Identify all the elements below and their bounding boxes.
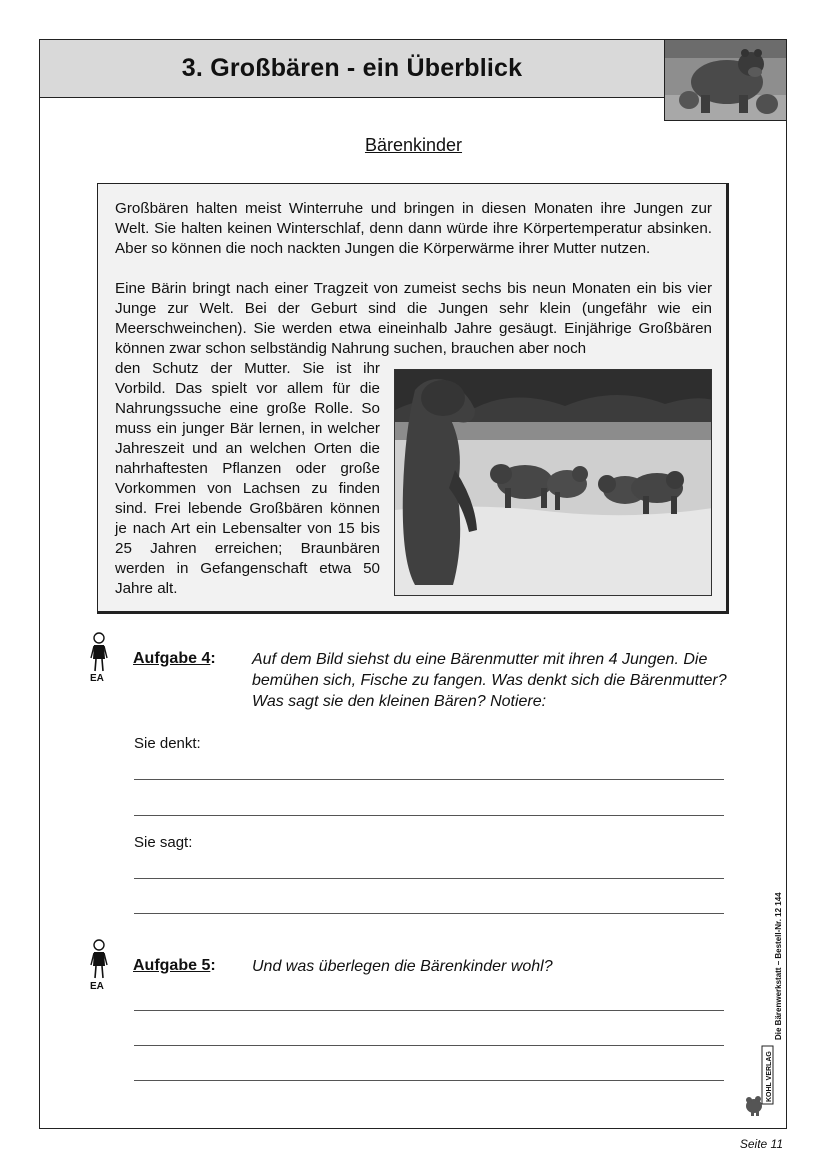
page-number: Seite 11 xyxy=(739,1137,783,1151)
answer-line[interactable] xyxy=(134,815,724,816)
publisher-logo xyxy=(742,1044,778,1118)
header-bear-photo xyxy=(664,39,787,121)
section-subtitle: Bärenkinder xyxy=(364,135,463,155)
task4-label: Aufgabe 4: xyxy=(133,650,216,667)
task5-mode-label: EA xyxy=(90,981,104,992)
paragraph-2: Eine Bärin bringt nach einer Tragzeit von zumeist sechs bis neun Monaten ein bis vier Junge zur Welt. Bei der Geburt sind die Jungen sehr klein (ungefähr wie ein Meerschweinchen). Sie werden etwa eineinhalb Jahre gesäugt. Einjährige Großbären können zwar schon selbständig Nahrung suchen, brauchen aber noch xyxy=(115,280,712,357)
page-title: 3. Großbären - ein Überblick xyxy=(181,54,523,82)
answer-line[interactable] xyxy=(134,1045,724,1046)
task5-text: Und was überlegen die Bärenkinder wohl? xyxy=(252,958,553,975)
answer-line[interactable] xyxy=(134,913,724,914)
header-bar xyxy=(39,39,665,98)
answer-line[interactable] xyxy=(134,878,724,879)
answer-line[interactable] xyxy=(134,1080,724,1081)
paragraph-1: Großbären halten meist Winterruhe und bringen in diesen Monaten ihre Jungen zur Welt. Sie halten keinen Winterschlaf, denn dann würde ihre Körpertemperatur absinken. Aber so können die noch nackten Jungen die Körperwärme ihrer Mutter nutzen. xyxy=(115,200,712,257)
side-credit-text: Die Bärenwerkstatt – Bestell-Nr. 12 144 xyxy=(774,892,783,1040)
answer-line[interactable] xyxy=(134,779,724,780)
says-label: Sie sagt: xyxy=(134,834,193,851)
task5-label: Aufgabe 5: xyxy=(133,957,216,974)
thinks-label: Sie denkt: xyxy=(134,735,201,752)
task4-text: Auf dem Bild siehst du eine Bärenmutter mit ihren 4 Jungen. Die bemühen sich, Fische zu fangen. Was denkt sich die Bärenmutter? Was sagt sie den kleinen Bären? Notiere: xyxy=(252,651,727,710)
publisher-logo-text: KOHL VERLAG xyxy=(766,1051,773,1102)
task4-mode-label: EA xyxy=(90,673,104,684)
answer-line[interactable] xyxy=(134,1010,724,1011)
bear-family-photo xyxy=(394,369,712,596)
paragraph-2-continued: den Schutz der Mutter. Sie ist ihr Vorbild. Das spielt vor allem für die Nahrungssuche eine große Rolle. So muss ein junger Bär lernen, in welcher Jahreszeit und an welchen Orten die nahrhaftesten Pflanzen oder große Vorkommen von Lachsen zu finden sind. Frei lebende Großbären können je nach Art ein Lebensalter von 15 bis 25 Jahren erreichen; Braunbären werden in Gefangenschaft etwa 50 Jahre alt. xyxy=(115,360,380,597)
